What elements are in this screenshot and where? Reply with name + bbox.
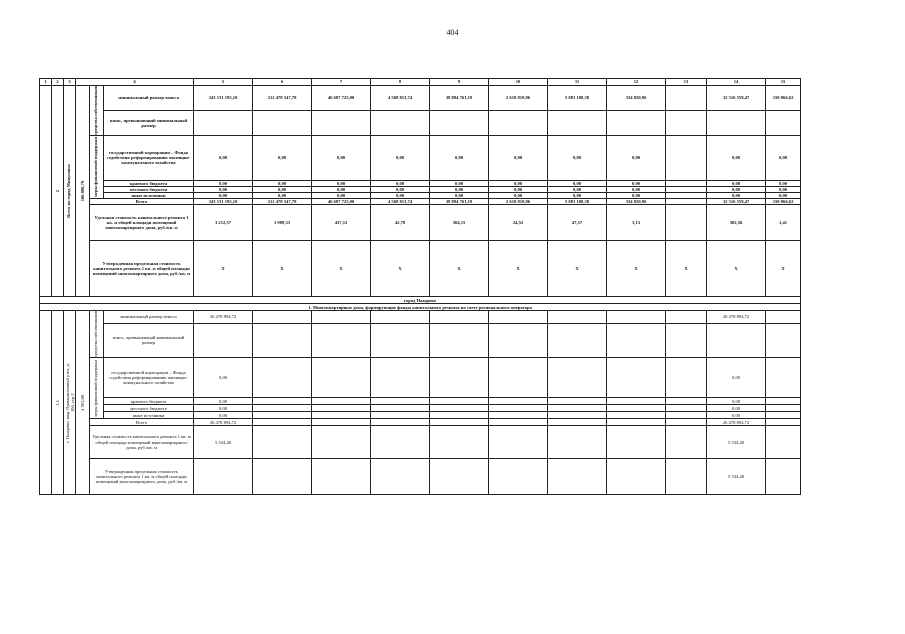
value-cell: 32 316 559,47	[707, 199, 766, 205]
value-cell	[430, 358, 489, 398]
value-cell: 46 687 725,00	[312, 199, 371, 205]
value-cell: 0,00	[489, 180, 548, 186]
col-header-6: 6	[253, 79, 312, 86]
local-budget-label: местного бюджета	[104, 186, 194, 192]
value-cell	[666, 459, 707, 495]
value-cell	[666, 398, 707, 405]
value-cell	[607, 405, 666, 412]
value-cell	[371, 419, 430, 426]
table-row	[40, 241, 801, 297]
value-cell: 0,00	[430, 186, 489, 192]
value-cell	[312, 358, 371, 398]
value-cell: 0,00	[194, 412, 253, 419]
value-cell: 5 334,40	[707, 459, 766, 495]
value-cell: X	[607, 241, 666, 297]
empty-cell	[253, 110, 312, 135]
value-cell	[489, 419, 548, 426]
value-cell	[312, 405, 371, 412]
total-area	[76, 86, 90, 297]
col-header-9: 9	[430, 79, 489, 86]
value-cell: 0,00	[707, 193, 766, 199]
limit-cost-label: Утвержденная предельная стоимость капитального ремонта 1 кв. м общей площади помещений многоквартирного дома, руб./кв. м	[90, 241, 194, 297]
value-cell: 0,00	[707, 358, 766, 398]
empty-cell	[666, 110, 707, 135]
value-cell: 150 066,62	[766, 199, 801, 205]
category-owners	[90, 311, 104, 358]
city-title-row	[40, 297, 801, 304]
value-cell	[371, 398, 430, 405]
value-cell: 2 618 919,96	[489, 199, 548, 205]
value-cell	[430, 419, 489, 426]
value-cell	[371, 426, 430, 459]
other-sources-label: иные источники	[104, 193, 194, 199]
empty-cell	[666, 323, 707, 357]
value-cell: 302,56	[707, 205, 766, 241]
value-cell	[371, 405, 430, 412]
section-title-row	[40, 304, 801, 311]
value-cell	[371, 358, 430, 398]
table-row	[40, 419, 801, 426]
table-row	[40, 311, 801, 323]
value-cell: 0,00	[707, 180, 766, 186]
value-cell: 0,00	[489, 186, 548, 192]
value-cell: X	[548, 241, 607, 297]
value-cell	[371, 311, 430, 323]
value-cell	[489, 358, 548, 398]
regional-budget-label: краевого бюджета	[104, 398, 194, 405]
value-cell	[312, 426, 371, 459]
value-cell: 0,00	[766, 180, 801, 186]
col-header-2: 2	[52, 79, 64, 86]
empty-cell	[489, 110, 548, 135]
value-cell: 334 820,96	[607, 86, 666, 111]
value-cell	[312, 311, 371, 323]
state-fund-label: государственной корпорации – Фонда содействия реформированию жилищно-коммунального хозяйства	[104, 358, 194, 398]
value-cell: 0,00	[194, 135, 253, 180]
value-cell: 5 081 180,38	[548, 199, 607, 205]
empty-cell	[312, 323, 371, 357]
value-cell	[766, 358, 801, 398]
value-cell	[548, 358, 607, 398]
value-cell: 4 568 813,74	[371, 86, 430, 111]
value-cell	[666, 358, 707, 398]
value-cell	[489, 311, 548, 323]
value-cell: 0,00	[194, 186, 253, 192]
col-header-4: 4	[76, 79, 194, 86]
empty-cell	[194, 323, 253, 357]
value-cell: 0,00	[766, 193, 801, 199]
value-cell: 0,00	[194, 358, 253, 398]
value-cell	[666, 419, 707, 426]
table-row	[40, 358, 801, 398]
value-cell	[607, 459, 666, 495]
value-cell: 24,52	[489, 205, 548, 241]
row-index-text: 2	[54, 190, 60, 193]
empty-cell	[430, 323, 489, 357]
value-cell: 0,00	[707, 412, 766, 419]
excess-contribution-label: взнос, превышающий минимальный размер	[104, 323, 194, 357]
value-cell	[253, 398, 312, 405]
value-cell	[666, 412, 707, 419]
value-cell: 0,00	[707, 135, 766, 180]
category-owners	[90, 86, 104, 136]
value-cell	[607, 311, 666, 323]
value-cell	[607, 419, 666, 426]
value-cell	[766, 412, 801, 419]
value-cell: 0,00	[766, 186, 801, 192]
value-cell	[489, 459, 548, 495]
value-cell	[766, 426, 801, 459]
other-sources-label: иные источники	[104, 412, 194, 419]
specific-cost-label: Удельная стоимость капитального ремонта 1 кв. м общей площади помещений многоквартирного дома, руб./кв. м	[90, 426, 194, 459]
empty-cell	[371, 323, 430, 357]
value-cell: X	[371, 241, 430, 297]
value-cell	[766, 419, 801, 426]
value-cell: 0,00	[194, 398, 253, 405]
value-cell	[607, 412, 666, 419]
total-area	[76, 311, 90, 495]
table-row	[40, 86, 801, 111]
value-cell: 0,00	[548, 186, 607, 192]
value-cell	[666, 86, 707, 111]
col-header-3: 3	[64, 79, 76, 86]
empty-cell	[430, 110, 489, 135]
value-cell	[312, 459, 371, 495]
value-cell: 0,00	[312, 193, 371, 199]
value-cell: 0,00	[253, 186, 312, 192]
value-cell: 5 081 180,38	[548, 86, 607, 111]
section-title: 1. Многоквартирные дома, формирующие фонды капитального ремонта на счете регионального оператора	[40, 304, 801, 311]
category-financial-support-text: меры финансовой поддержки	[93, 136, 99, 197]
value-cell: 0,00	[707, 405, 766, 412]
value-cell: 0,00	[253, 193, 312, 199]
value-cell: 0,00	[489, 135, 548, 180]
table-row	[40, 412, 801, 419]
value-cell	[766, 405, 801, 412]
value-cell: 5 334,40	[707, 426, 766, 459]
value-cell: 150 066,62	[766, 86, 801, 111]
value-cell: 0,00	[607, 135, 666, 180]
value-cell: 212 478 347,78	[253, 199, 312, 205]
category-owners-text: средства собственников	[93, 311, 99, 358]
value-cell: 343 131 195,10	[194, 199, 253, 205]
object-name-text: Всего по город Минусинск	[66, 164, 72, 219]
col-header-15: 15	[766, 79, 801, 86]
min-contribution-label: минимальный размер взноса	[104, 311, 194, 323]
category-financial-support	[90, 135, 104, 198]
col-header-12: 12	[607, 79, 666, 86]
value-cell	[666, 426, 707, 459]
empty-cell	[707, 110, 766, 135]
empty-cell	[766, 323, 801, 357]
value-cell: 0,00	[194, 193, 253, 199]
value-cell: 0,00	[194, 180, 253, 186]
value-cell	[489, 405, 548, 412]
value-cell: 0,00	[430, 180, 489, 186]
value-cell: 0,00	[430, 135, 489, 180]
value-cell	[607, 398, 666, 405]
total-label: Всего	[90, 419, 194, 426]
value-cell: 26 478 894,72	[707, 419, 766, 426]
value-cell	[253, 412, 312, 419]
value-cell	[489, 426, 548, 459]
value-cell: 0,00	[194, 405, 253, 412]
total-label: Всего	[90, 199, 194, 205]
section-spacer	[40, 311, 52, 495]
value-cell: 0,00	[548, 193, 607, 199]
empty-cell	[253, 323, 312, 357]
value-cell	[548, 398, 607, 405]
value-cell	[253, 311, 312, 323]
value-cell: 38 894 761,19	[430, 199, 489, 205]
excess-contribution-label: взнос, превышающий минимальный размер	[104, 110, 194, 135]
value-cell	[430, 459, 489, 495]
value-cell	[430, 405, 489, 412]
value-cell	[548, 426, 607, 459]
value-cell: 0,00	[312, 186, 371, 192]
value-cell	[312, 419, 371, 426]
col-header-5: 5	[194, 79, 253, 86]
value-cell: 26 478 894,72	[194, 419, 253, 426]
value-cell: 1,41	[766, 205, 801, 241]
value-cell: 0,00	[371, 135, 430, 180]
value-cell: 364,15	[430, 205, 489, 241]
value-cell	[666, 135, 707, 180]
empty-cell	[489, 323, 548, 357]
value-cell: 0,00	[548, 180, 607, 186]
value-cell	[489, 398, 548, 405]
value-cell	[489, 412, 548, 419]
value-cell: 0,00	[766, 135, 801, 180]
value-cell: X	[430, 241, 489, 297]
value-cell: 0,00	[371, 186, 430, 192]
value-cell	[253, 358, 312, 398]
value-cell: 0,00	[371, 193, 430, 199]
table-row	[40, 205, 801, 241]
object-name	[64, 86, 76, 297]
row-index-text: 1.1	[54, 399, 60, 406]
value-cell: 343 131 195,10	[194, 86, 253, 111]
empty-cell	[707, 323, 766, 357]
empty-cell	[548, 110, 607, 135]
value-cell: 0,00	[371, 180, 430, 186]
value-cell: X	[194, 241, 253, 297]
value-cell: X	[707, 241, 766, 297]
value-cell	[548, 311, 607, 323]
empty-cell	[766, 110, 801, 135]
value-cell	[253, 405, 312, 412]
value-cell: 26 478 894,72	[707, 311, 766, 323]
state-fund-label: государственной корпорации – Фонда содействия реформированию жилищно-коммунального хозяйства	[104, 135, 194, 180]
local-budget-label: местного бюджета	[104, 405, 194, 412]
value-cell: 0,00	[707, 186, 766, 192]
value-cell	[253, 426, 312, 459]
value-cell: 0,00	[707, 398, 766, 405]
row-index	[52, 311, 64, 495]
value-cell: 4 568 813,74	[371, 199, 430, 205]
empty-cell	[194, 110, 253, 135]
value-cell: 0,00	[253, 135, 312, 180]
value-cell	[194, 459, 253, 495]
col-header-10: 10	[489, 79, 548, 86]
value-cell: 0,00	[489, 193, 548, 199]
value-cell	[766, 398, 801, 405]
value-cell	[607, 358, 666, 398]
table-row	[40, 323, 801, 357]
value-cell: 46 687 725,00	[312, 86, 371, 111]
value-cell: 0,00	[312, 135, 371, 180]
value-cell: 437,12	[312, 205, 371, 241]
category-financial-support	[90, 358, 104, 419]
value-cell: 3 212,57	[194, 205, 253, 241]
value-cell: X	[253, 241, 312, 297]
value-cell	[548, 419, 607, 426]
value-cell	[253, 419, 312, 426]
value-cell: 334 820,96	[607, 199, 666, 205]
value-cell	[548, 405, 607, 412]
value-cell: 0,00	[607, 180, 666, 186]
limit-cost-label: Утвержденная предельная стоимость капитального ремонта 1 кв. м общей площади помещений многоквартирного дома, руб./кв. м	[90, 459, 194, 495]
value-cell	[253, 459, 312, 495]
row-index	[52, 86, 64, 297]
empty-cell	[312, 110, 371, 135]
table-row	[40, 135, 801, 180]
value-cell	[430, 311, 489, 323]
table-row	[40, 405, 801, 412]
col-header-7: 7	[312, 79, 371, 86]
value-cell	[371, 412, 430, 419]
value-cell	[766, 459, 801, 495]
table-row	[40, 110, 801, 135]
empty-cell	[548, 323, 607, 357]
total-area-text: 4 963,80	[79, 394, 85, 411]
value-cell	[766, 311, 801, 323]
value-cell: 1 989,33	[253, 205, 312, 241]
specific-cost-label: Удельная стоимость капитального ремонта 1 кв. м общей площади помещений многоквартирного дома, руб./кв. м	[90, 205, 194, 241]
value-cell: 42,78	[371, 205, 430, 241]
city-title: город Назарово	[40, 297, 801, 304]
col-header-13: 13	[666, 79, 707, 86]
value-cell: 0,00	[312, 180, 371, 186]
empty-cell	[607, 323, 666, 357]
total-area-text: 106 880,79	[79, 181, 85, 202]
value-cell	[607, 426, 666, 459]
category-owners-text: средства собственников	[93, 86, 99, 135]
table-row	[40, 459, 801, 495]
value-cell: 0,00	[607, 186, 666, 192]
value-cell: 0,00	[548, 135, 607, 180]
value-cell: 0,00	[253, 180, 312, 186]
value-cell	[430, 398, 489, 405]
empty-cell	[371, 110, 430, 135]
value-cell: 0,00	[607, 193, 666, 199]
value-cell	[430, 426, 489, 459]
value-cell	[666, 311, 707, 323]
value-cell	[430, 412, 489, 419]
value-cell: X	[766, 241, 801, 297]
value-cell	[312, 398, 371, 405]
value-cell: 2 618 919,96	[489, 86, 548, 111]
section-spacer	[40, 86, 52, 297]
value-cell: 38 894 761,19	[430, 86, 489, 111]
value-cell: X	[489, 241, 548, 297]
value-cell: X	[666, 241, 707, 297]
object-name-text: г. Назарово, мкр. Промышленный узел, д. 104, стр.2	[65, 362, 75, 443]
value-cell: 0,00	[430, 193, 489, 199]
value-cell	[666, 205, 707, 241]
value-cell	[666, 405, 707, 412]
col-header-11: 11	[548, 79, 607, 86]
min-contribution-label: минимальный размер взноса	[104, 86, 194, 111]
table-row	[40, 398, 801, 405]
value-cell	[312, 412, 371, 419]
regional-budget-label: краевого бюджета	[104, 180, 194, 186]
value-cell: 47,57	[548, 205, 607, 241]
page-number: 404	[446, 28, 459, 37]
col-header-8: 8	[371, 79, 430, 86]
capital-repair-table	[39, 78, 801, 495]
value-cell: 3,13	[607, 205, 666, 241]
value-cell	[371, 459, 430, 495]
value-cell	[548, 459, 607, 495]
object-name	[64, 311, 76, 495]
empty-cell	[607, 110, 666, 135]
category-financial-support-text: меры финансовой поддержки	[93, 359, 99, 417]
value-cell: 212 478 347,78	[253, 86, 312, 111]
value-cell	[548, 412, 607, 419]
value-cell: 32 316 559,47	[707, 86, 766, 111]
value-cell: X	[312, 241, 371, 297]
value-cell: 5 334,40	[194, 426, 253, 459]
table-row	[40, 426, 801, 459]
value-cell: 26 478 894,72	[194, 311, 253, 323]
col-header-14: 14	[707, 79, 766, 86]
col-header-1: 1	[40, 79, 52, 86]
column-header-row	[40, 79, 801, 86]
